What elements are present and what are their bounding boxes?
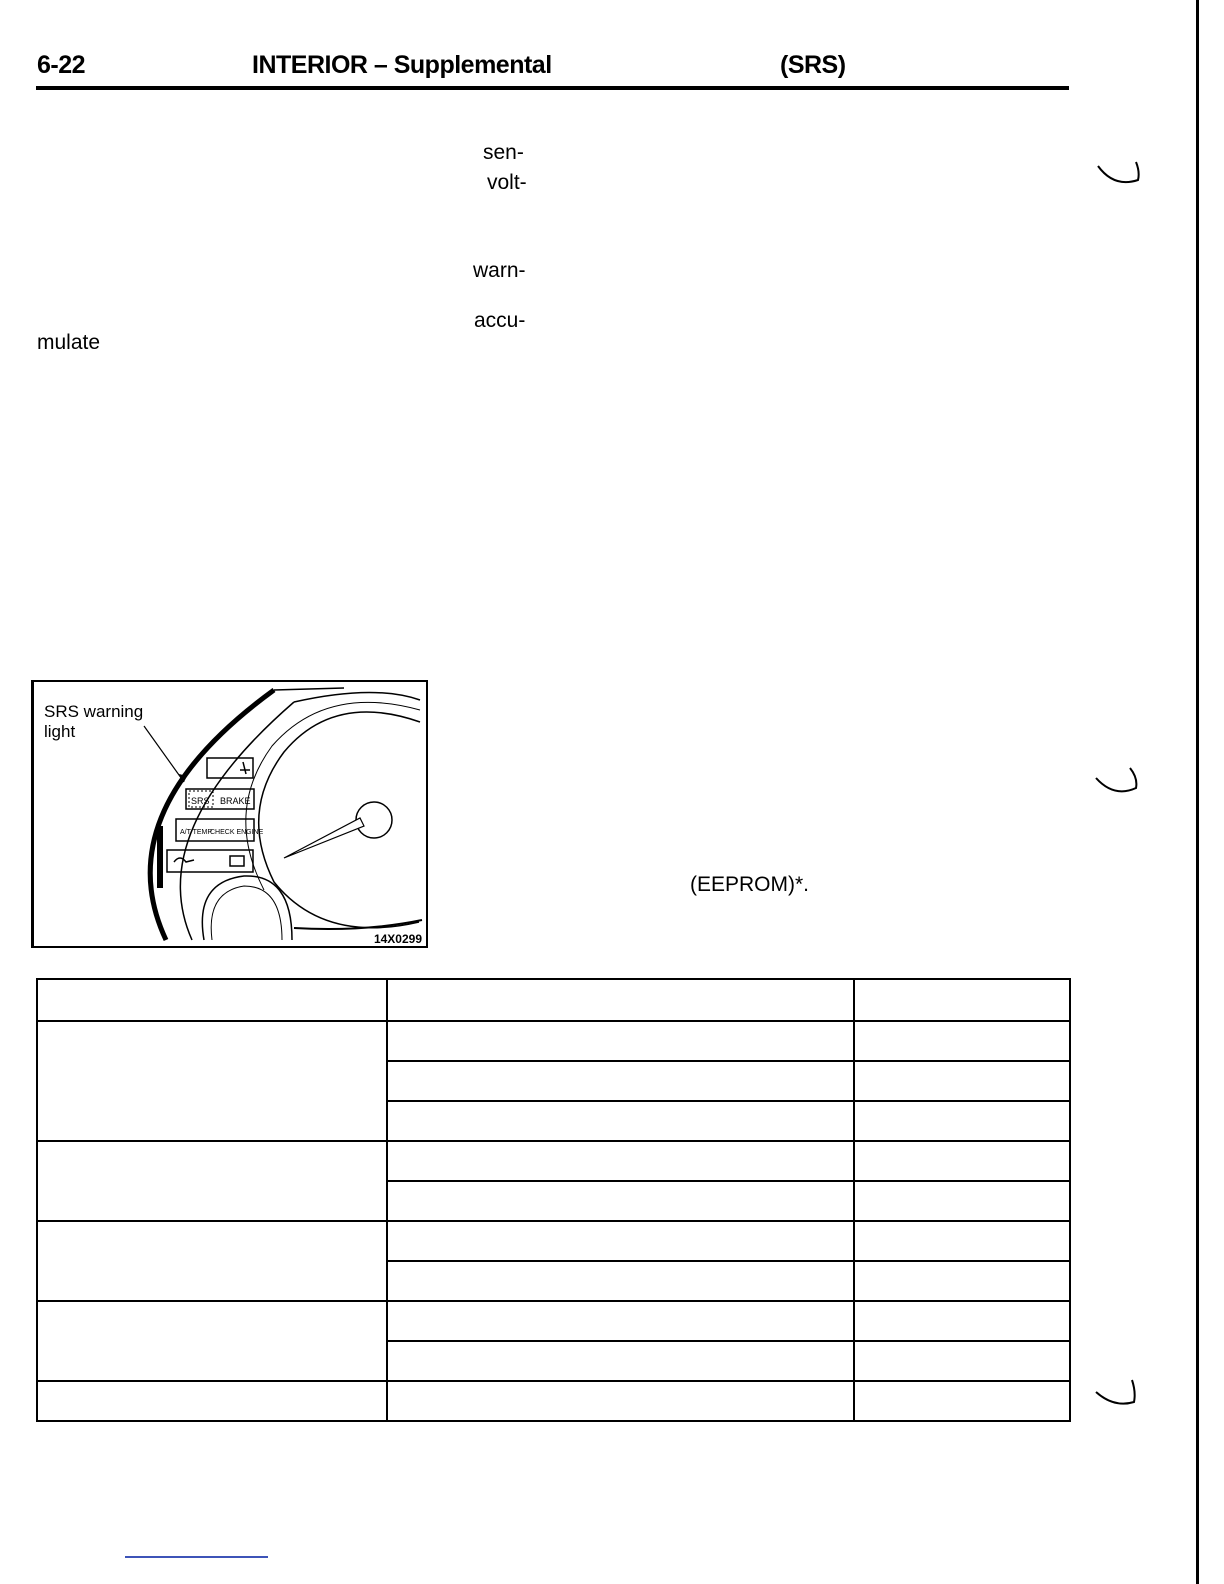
footer-link-underline xyxy=(125,1556,268,1558)
brake-indicator-label: BRAKE xyxy=(220,796,251,806)
table-cell xyxy=(854,1101,1070,1141)
table-cell xyxy=(387,1061,854,1101)
margin-tick-mark xyxy=(1094,1378,1140,1408)
body-fragment: sen- xyxy=(483,141,524,164)
margin-tick-mark xyxy=(1094,766,1140,796)
header-rule xyxy=(36,86,1069,90)
table-cell xyxy=(387,1181,854,1221)
check-engine-indicator-label: CHECK ENGINE xyxy=(210,829,264,836)
table-row xyxy=(37,1221,1070,1261)
body-fragment: accu- xyxy=(474,309,526,332)
body-fragment: (EEPROM)*. xyxy=(690,873,810,896)
margin-rule xyxy=(1196,0,1199,1584)
table-cell xyxy=(854,1381,1070,1421)
table-cell xyxy=(37,1301,387,1381)
table-cell xyxy=(387,979,854,1021)
table-cell xyxy=(37,1141,387,1221)
table-cell xyxy=(37,1021,387,1141)
instrument-cluster-figure xyxy=(31,680,428,948)
table-cell xyxy=(854,1021,1070,1061)
table-cell xyxy=(854,1181,1070,1221)
table-row xyxy=(37,1141,1070,1181)
srs-indicator-label: SRS xyxy=(191,796,210,806)
table-row xyxy=(37,1301,1070,1341)
diagnosis-table xyxy=(36,978,1071,1422)
at-temp-indicator-label: A/T TEMP xyxy=(180,829,213,836)
figure-id: 14X0299 xyxy=(373,932,422,946)
section-abbrev: (SRS) xyxy=(780,51,846,79)
table-cell xyxy=(387,1341,854,1381)
srs-warning-light-callout: SRS warning light xyxy=(44,702,144,741)
table-cell xyxy=(854,1221,1070,1261)
table-cell xyxy=(854,1301,1070,1341)
table-cell xyxy=(387,1261,854,1301)
table-cell xyxy=(387,1101,854,1141)
table-cell xyxy=(854,1061,1070,1101)
table-cell xyxy=(37,1221,387,1301)
table-cell xyxy=(854,1261,1070,1301)
body-fragment: warn- xyxy=(473,259,526,282)
table-row xyxy=(37,1381,1070,1421)
body-fragment: mulate xyxy=(37,331,101,354)
table-cell xyxy=(387,1141,854,1181)
table-cell xyxy=(387,1381,854,1421)
section-title: INTERIOR – Supplemental xyxy=(252,51,552,79)
table-row xyxy=(37,1021,1070,1061)
table-row xyxy=(37,979,1070,1021)
page-number: 6-22 xyxy=(37,51,86,79)
table-cell xyxy=(854,979,1070,1021)
table-cell xyxy=(387,1021,854,1061)
table-cell xyxy=(387,1301,854,1341)
table-cell xyxy=(387,1221,854,1261)
body-fragment: volt- xyxy=(487,171,527,194)
table-cell xyxy=(854,1341,1070,1381)
margin-tick-mark xyxy=(1096,158,1142,188)
table-cell xyxy=(37,1381,387,1421)
table-cell xyxy=(854,1141,1070,1181)
table-cell xyxy=(37,979,387,1021)
